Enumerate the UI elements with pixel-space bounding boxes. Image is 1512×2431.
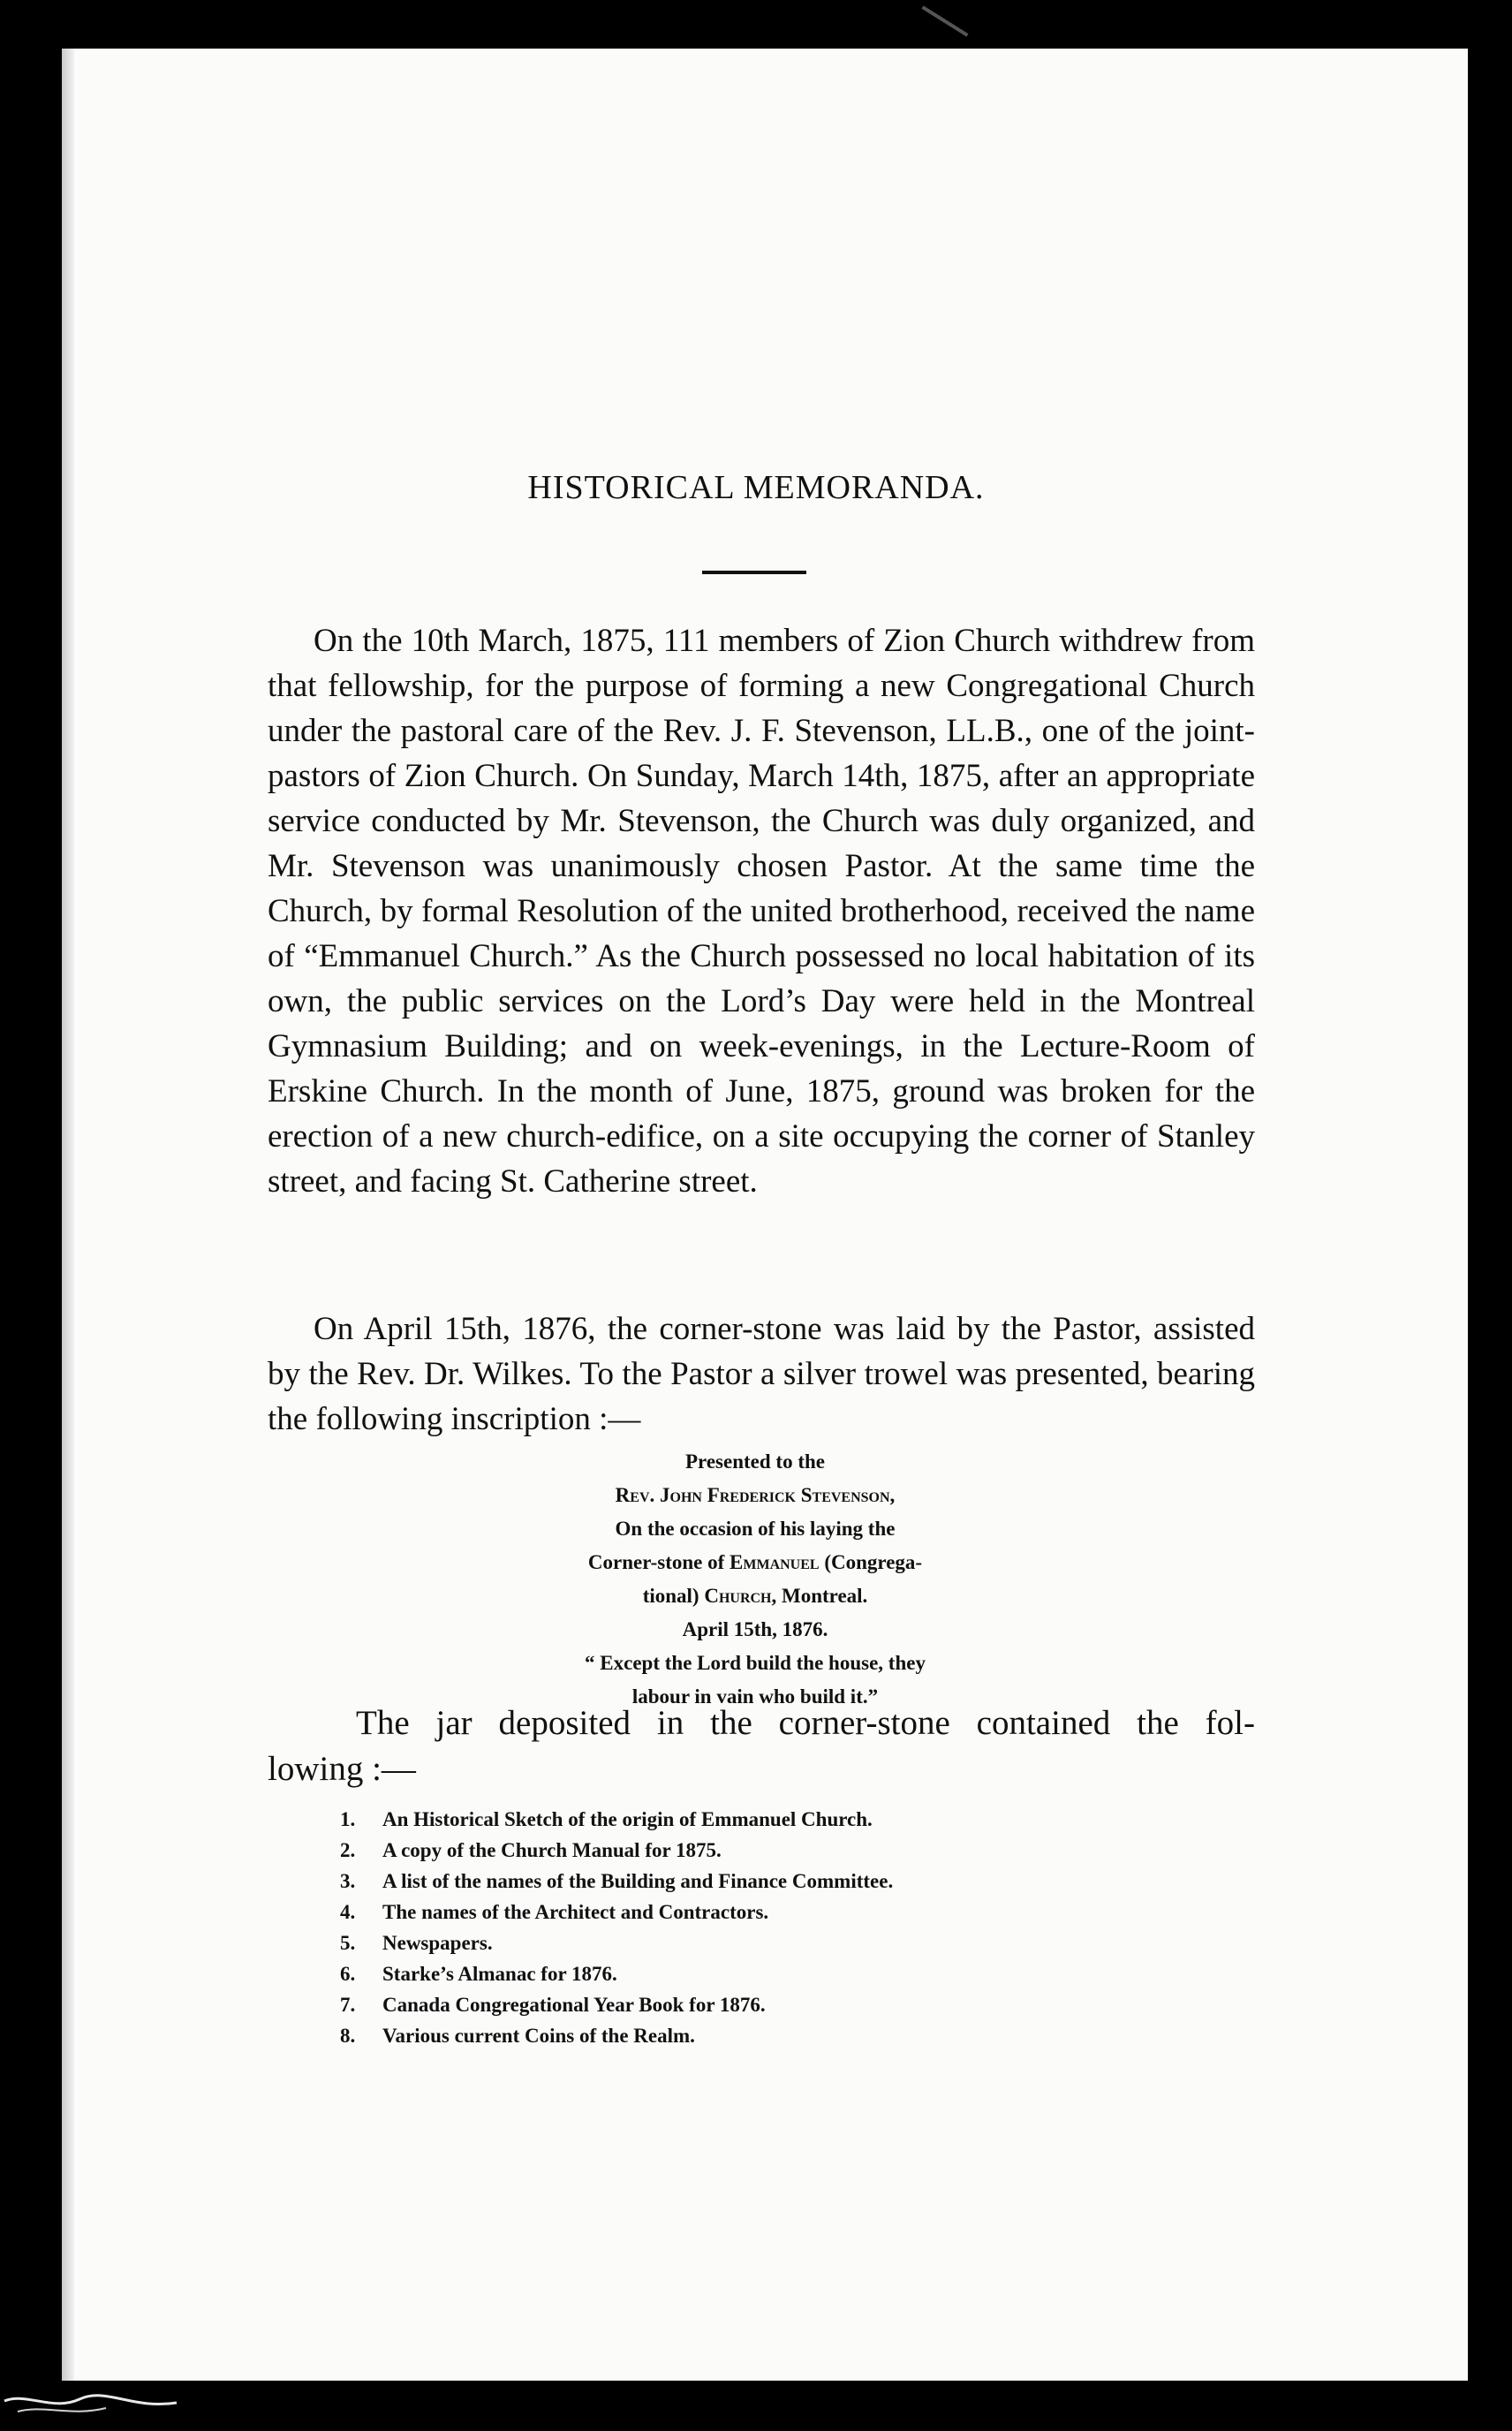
list-text: An Historical Sketch of the origin of Emmanuel Church. (382, 1808, 873, 1830)
inscription-line: “ Except the Lord build the house, they (585, 1652, 926, 1674)
inscription-line: Rev. John Frederick Stevenson, (615, 1484, 896, 1506)
list-text: Starke’s Almanac for 1876. (382, 1963, 617, 1985)
inscription-line: April 15th, 1876. (682, 1618, 828, 1640)
list-item (340, 1989, 893, 2020)
paragraph-corner-stone: On April 15th, 1876, the corner-stone was laid by the Pastor, assisted by the Rev. Dr. Wilkes. To the Pastor a silver trowel was presented, bearing the following inscription :— (268, 1311, 1255, 1437)
list-text: Newspapers. (382, 1932, 493, 1954)
inscription-text: Corner-stone of (587, 1551, 730, 1573)
list-number: 1. (340, 1808, 356, 1830)
jar-contents-list (340, 1804, 893, 2051)
list-text: Various current Coins of the Realm. (382, 2025, 695, 2047)
list-number: 2. (340, 1839, 356, 1861)
list-number: 7. (340, 1994, 356, 2016)
inscription-text: Church (704, 1585, 772, 1607)
list-text: A list of the names of the Building and Finance Committee. (382, 1870, 894, 1892)
inscription-text: tional) (642, 1585, 705, 1607)
list-item (340, 1958, 893, 1989)
list-number: 5. (340, 1932, 356, 1954)
paragraph-line: The jar deposited in the corner-stone contained the fol- (356, 1704, 1255, 1742)
scan-mark (921, 5, 968, 36)
paragraph-jar (268, 1700, 1255, 1792)
list-text: A copy of the Church Manual for 1875. (382, 1839, 722, 1861)
scan-artifact (0, 2385, 185, 2420)
list-text: The names of the Architect and Contractors. (382, 1901, 769, 1923)
title-divider (702, 571, 806, 574)
list-number: 8. (340, 2025, 356, 2047)
inscription-line: Presented to the (685, 1450, 825, 1473)
trowel-inscription (490, 1445, 1020, 1714)
list-item (340, 1927, 893, 1958)
inscription-line (490, 1546, 1020, 1579)
list-number: 4. (340, 1901, 356, 1923)
inscription-text: (Congrega- (819, 1551, 923, 1573)
book-gutter-edge (62, 49, 74, 2381)
list-number: 3. (340, 1870, 356, 1892)
page-title: HISTORICAL MEMORANDA. (527, 469, 985, 506)
list-item (340, 1897, 893, 1927)
list-text: Canada Congregational Year Book for 1876. (382, 1994, 766, 2016)
inscription-line (490, 1579, 1020, 1613)
inscription-text: , Montreal. (771, 1585, 868, 1607)
inscription-text: Emmanuel (730, 1551, 820, 1573)
paragraph-line: lowing :— (268, 1750, 416, 1788)
list-item (340, 2020, 893, 2051)
inscription-line: On the occasion of his laying the (615, 1518, 896, 1540)
inscription-line: labour in vain who build it.” (631, 1685, 879, 1708)
list-number: 6. (340, 1963, 356, 1985)
list-item (340, 1835, 893, 1866)
list-item (340, 1804, 893, 1835)
list-item (340, 1866, 893, 1897)
paragraph-founding: On the 10th March, 1875, 111 members of Zion Church withdrew from that fellowship, for the purpose of forming a new Congregational Church under the pastoral care of the Rev. J. F. Stevenson, LL.B., one of the joint-pastors of Zion Church. On Sunday, March 14th, 1875, after an appropriate service conducted by Mr. Stevenson, the Church was duly organized, and Mr. Stevenson was unanimously chosen Pastor. At the same time the Church, by formal Resolution of the united brotherhood, received the name of “Emmanuel Church.” As the Church possessed no local habitation of its own, the public services on the Lord’s Day were held in the Montreal Gymnasium Building; and on week-evenings, in the Lecture-Room of Erskine Church. In the month of June, 1875, ground was broken for the erection of a new church-edifice, on a site occupying the corner of Stanley street, and facing St. Catherine street. (268, 623, 1255, 1200)
